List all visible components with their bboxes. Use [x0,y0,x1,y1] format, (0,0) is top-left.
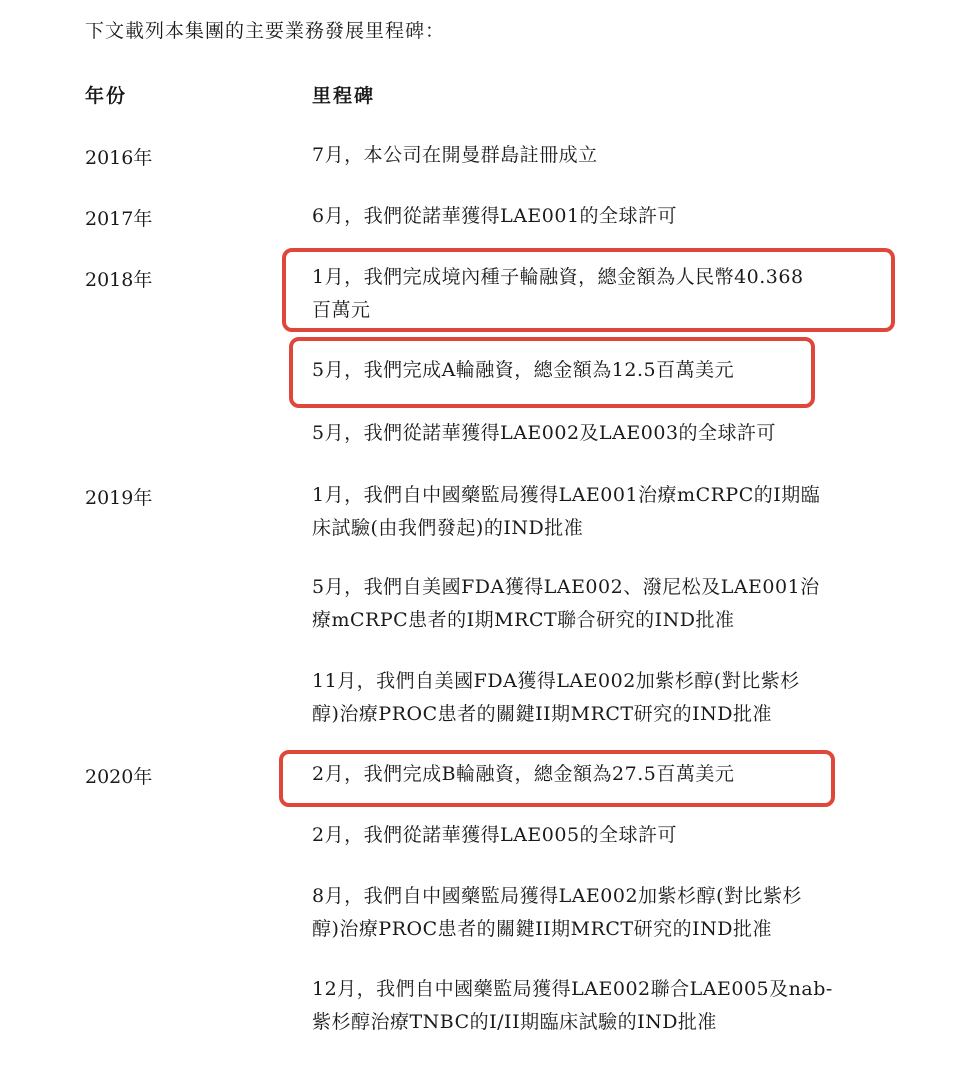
milestone-column-header: 里程碑 [312,85,376,107]
year-label-2020: 2020年 [85,766,153,788]
entry-line: 療mCRPC患者的I期MRCT聯合研究的IND批准 [312,609,735,631]
milestone-entry [312,417,882,450]
intro-text: 下文載列本集團的主要業務發展里程碑： [85,20,446,42]
milestone-entry [312,200,882,233]
year-column-header: 年份 [85,85,128,107]
milestone-entry [312,479,882,545]
entry-line: 8月，我們自中國藥監局獲得LAE002加紫杉醇(對比紫杉 [312,885,802,907]
entry-line: 5月，我們自美國FDA獲得LAE002、潑尼松及LAE001治 [312,576,820,598]
entry-line: 百萬元 [312,299,371,321]
highlight-box-series-a [289,337,815,408]
entry-line: 1月，我們完成境內種子輪融資，總金額為人民幣40.368 [312,266,804,288]
year-label-2016: 2016年 [85,147,153,169]
entry-line: 5月，我們從諾華獲得LAE002及LAE003的全球許可 [312,422,777,444]
entry-line: 醇)治療PROC患者的關鍵II期MRCT研究的IND批准 [312,703,772,725]
year-label-2019: 2019年 [85,487,153,509]
milestone-entry [312,665,882,731]
milestone-entry [312,880,882,946]
entry-line: 2月，我們完成B輪融資，總金額為27.5百萬美元 [312,763,735,785]
entry-line: 床試驗(由我們發起)的IND批准 [312,517,584,539]
entry-line: 5月，我們完成A輪融資，總金額為12.5百萬美元 [312,359,735,381]
entry-line: 2月，我們從諾華獲得LAE005的全球許可 [312,824,678,846]
milestone-entry [312,571,882,637]
entry-line: 12月，我們自中國藥監局獲得LAE002聯合LAE005及nab- [312,978,833,1000]
year-label-2017: 2017年 [85,208,153,230]
entry-line: 11月，我們自美國FDA獲得LAE002加紫杉醇(對比紫杉 [312,670,800,692]
entry-line: 醇)治療PROC患者的關鍵II期MRCT研究的IND批准 [312,918,772,940]
highlight-box-seed-round [282,248,895,332]
highlight-box-series-b [279,750,835,807]
milestone-entry [312,973,882,1039]
entry-line: 1月，我們自中國藥監局獲得LAE001治療mCRPC的I期臨 [312,484,821,506]
entry-line: 紫杉醇治療TNBC的I/II期臨床試驗的IND批准 [312,1011,717,1033]
milestone-entry [312,139,882,172]
entry-line: 6月，我們從諾華獲得LAE001的全球許可 [312,205,678,227]
milestone-entry [312,819,882,852]
year-label-2018: 2018年 [85,269,153,291]
entry-line: 7月，本公司在開曼群島註冊成立 [312,144,598,166]
